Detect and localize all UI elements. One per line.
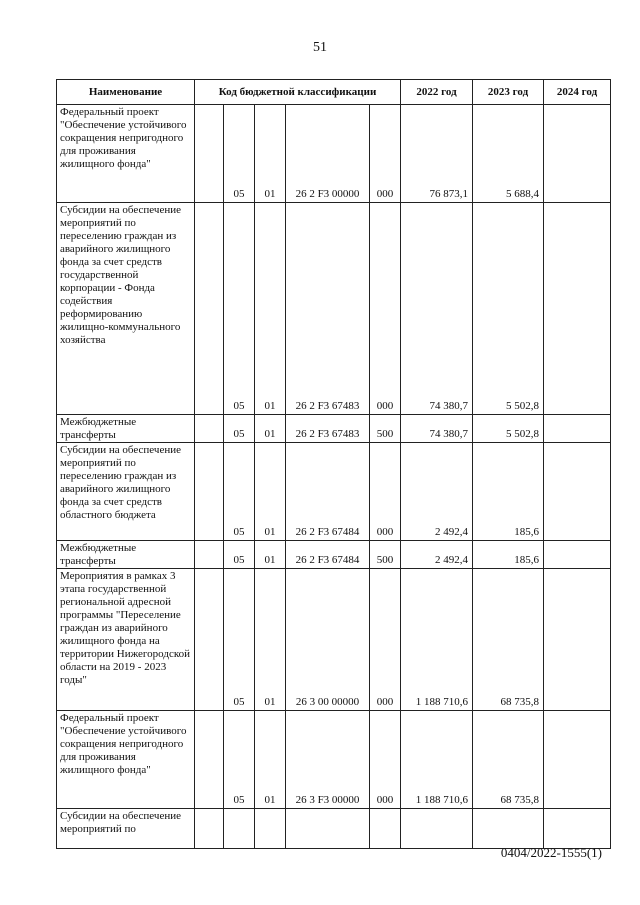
- row-expense-type: 000: [370, 203, 401, 415]
- table-row: [57, 443, 611, 541]
- row-target-article: 26 2 F3 00000: [286, 105, 370, 203]
- page-number: 51: [313, 40, 327, 55]
- row-amount-2023: 68 735,8: [473, 711, 544, 809]
- row-section: 05: [224, 203, 255, 415]
- row-amount-2024: [544, 569, 611, 711]
- row-amount-2024: [544, 541, 611, 569]
- row-amount-2022: 76 873,1: [401, 105, 473, 203]
- row-target-article: 26 2 F3 67483: [286, 415, 370, 443]
- row-spacer-cell: [195, 809, 224, 849]
- row-section: 05: [224, 415, 255, 443]
- row-amount-2022: 1 188 710,6: [401, 569, 473, 711]
- row-amount-2024: [544, 105, 611, 203]
- row-name: Межбюджетные трансферты: [57, 541, 195, 569]
- row-subsection: 01: [255, 711, 286, 809]
- row-amount-2023: 185,6: [473, 541, 544, 569]
- table-row: [57, 203, 611, 415]
- header-name: Наименование: [57, 80, 195, 105]
- row-target-article: [286, 809, 370, 849]
- table-header-row: [57, 80, 611, 105]
- row-section: 05: [224, 541, 255, 569]
- row-amount-2023: [473, 809, 544, 849]
- row-amount-2024: [544, 415, 611, 443]
- row-expense-type: 000: [370, 443, 401, 541]
- row-subsection: 01: [255, 569, 286, 711]
- row-subsection: 01: [255, 415, 286, 443]
- row-spacer-cell: [195, 541, 224, 569]
- table-row: [57, 541, 611, 569]
- table-row: [57, 105, 611, 203]
- row-spacer-cell: [195, 415, 224, 443]
- row-spacer-cell: [195, 711, 224, 809]
- row-amount-2022: [401, 809, 473, 849]
- table-row: [57, 415, 611, 443]
- row-subsection: [255, 809, 286, 849]
- header-2023: 2023 год: [473, 80, 544, 105]
- row-section: 05: [224, 105, 255, 203]
- row-subsection: 01: [255, 443, 286, 541]
- row-name: Субсидии на обеспечение мероприятий по: [57, 809, 195, 849]
- row-amount-2023: 5 688,4: [473, 105, 544, 203]
- table-row: [57, 809, 611, 849]
- row-spacer-cell: [195, 203, 224, 415]
- row-spacer-cell: [195, 443, 224, 541]
- row-target-article: 26 2 F3 67484: [286, 541, 370, 569]
- row-name: Мероприятия в рамках 3 этапа государственной региональной адресной программы "Переселение граждан из аварийного жилищного фонда на территории Нижегородской области на 2019 - 2023 годы": [57, 569, 195, 711]
- row-target-article: 26 3 00 00000: [286, 569, 370, 711]
- row-spacer-cell: [195, 569, 224, 711]
- row-expense-type: 000: [370, 711, 401, 809]
- row-section: 05: [224, 711, 255, 809]
- table-row: [57, 569, 611, 711]
- row-expense-type: [370, 809, 401, 849]
- row-amount-2022: 2 492,4: [401, 443, 473, 541]
- row-subsection: 01: [255, 541, 286, 569]
- header-2024: 2024 год: [544, 80, 611, 105]
- row-target-article: 26 2 F3 67484: [286, 443, 370, 541]
- row-spacer-cell: [195, 105, 224, 203]
- row-amount-2023: 5 502,8: [473, 203, 544, 415]
- row-subsection: 01: [255, 203, 286, 415]
- row-amount-2024: [544, 711, 611, 809]
- row-amount-2022: 74 380,7: [401, 203, 473, 415]
- row-amount-2022: 2 492,4: [401, 541, 473, 569]
- row-name: Межбюджетные трансферты: [57, 415, 195, 443]
- row-name: Федеральный проект "Обеспечение устойчивого сокращения непригодного для проживания жилищного фонда": [57, 105, 195, 203]
- row-expense-type: 000: [370, 105, 401, 203]
- row-subsection: 01: [255, 105, 286, 203]
- row-section: [224, 809, 255, 849]
- row-amount-2023: 5 502,8: [473, 415, 544, 443]
- row-amount-2023: 68 735,8: [473, 569, 544, 711]
- row-amount-2022: 1 188 710,6: [401, 711, 473, 809]
- header-code: Код бюджетной классификации: [195, 80, 401, 105]
- row-amount-2022: 74 380,7: [401, 415, 473, 443]
- row-name: Субсидии на обеспечение мероприятий по переселению граждан из аварийного жилищного фонда за счет средств областного бюджета: [57, 443, 195, 541]
- table-row: [57, 711, 611, 809]
- row-target-article: 26 3 F3 00000: [286, 711, 370, 809]
- document-number: 0404/2022-1555(1): [500, 845, 602, 860]
- row-name: Субсидии на обеспечение мероприятий по переселению граждан из аварийного жилищного фонда за счет средств государственной корпорации - Фонда содействия реформированию жилищно-коммунального хозяйства: [57, 203, 195, 415]
- row-target-article: 26 2 F3 67483: [286, 203, 370, 415]
- row-amount-2023: 185,6: [473, 443, 544, 541]
- row-amount-2024: [544, 809, 611, 849]
- header-2022: 2022 год: [401, 80, 473, 105]
- row-section: 05: [224, 569, 255, 711]
- row-amount-2024: [544, 443, 611, 541]
- row-expense-type: 500: [370, 541, 401, 569]
- budget-table: [56, 79, 611, 849]
- row-name: Федеральный проект "Обеспечение устойчивого сокращения непригодного для проживания жилищного фонда": [57, 711, 195, 809]
- row-amount-2024: [544, 203, 611, 415]
- row-section: 05: [224, 443, 255, 541]
- row-expense-type: 000: [370, 569, 401, 711]
- row-expense-type: 500: [370, 415, 401, 443]
